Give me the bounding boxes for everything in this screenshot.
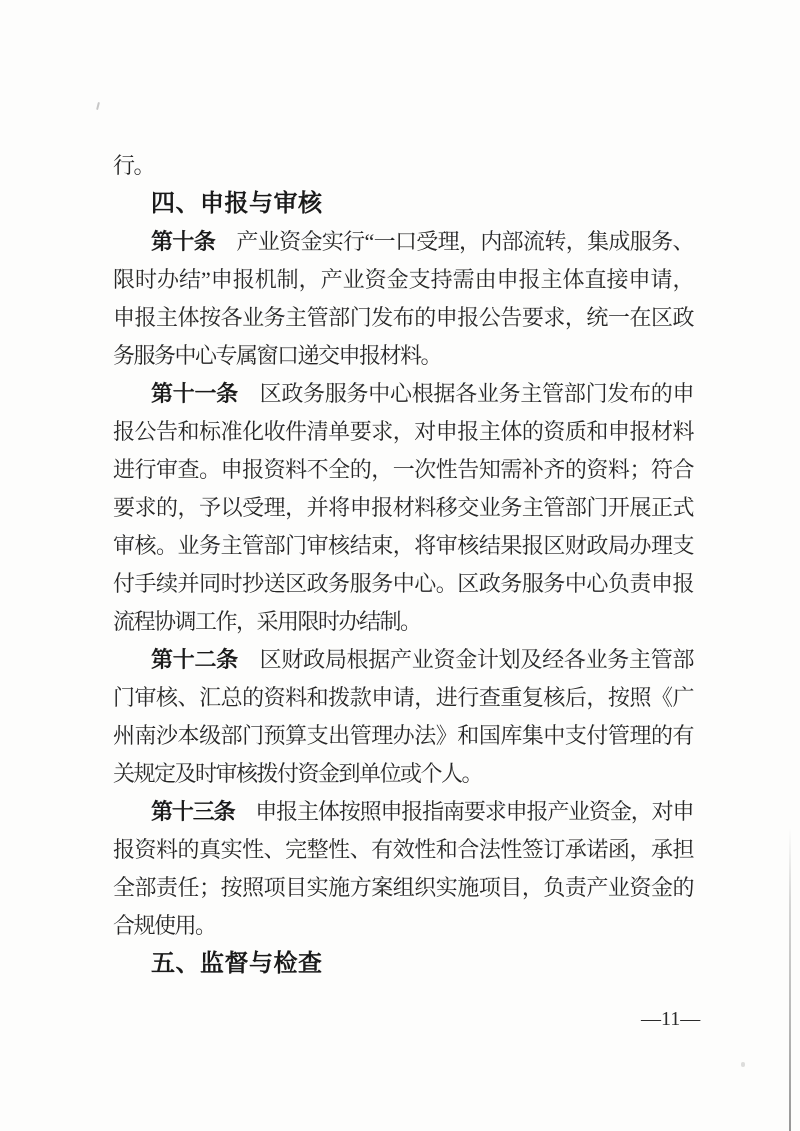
document-line: 报资料的真实性、完整性、有效性和合法性签订承诺函，承担 [113, 837, 693, 862]
document-line: 全部责任；按照项目实施方案组织实施项目，负责产业资金的 [113, 875, 693, 900]
section-heading: 五、监督与检查 [151, 950, 323, 977]
document-line: 行。 [113, 153, 155, 178]
document-line: 关规定及时审核拨付资金到单位或个人。 [113, 761, 483, 786]
document-line [113, 793, 693, 831]
document-line: 务服务中心专属窗口递交申报材料。 [113, 343, 442, 368]
document-line: 报公告和标准化收件清单要求，对申报主体的资质和申报材料 [113, 419, 693, 444]
section-heading: 四、申报与审核 [151, 190, 323, 217]
scan-artifact-speck [96, 102, 100, 110]
document-line: 合规使用。 [113, 913, 216, 938]
scan-artifact-speck [741, 1062, 745, 1067]
scan-edge-line [789, 828, 791, 1131]
document-line [113, 375, 693, 413]
document-line: 限时办结”申报机制，产业资金支持需由申报主体直接申请， [113, 267, 693, 292]
document-body [113, 147, 693, 983]
clause-number: 第十一条 [151, 381, 238, 406]
clause-text: 申报主体按照申报指南要求申报产业资金，对申 [234, 799, 693, 824]
document-line: 要求的，予以受理，并将申报材料移交业务主管部门开展正式 [113, 495, 693, 520]
document-line: 申报主体按各业务主管部门发布的申报公告要求，统一在区政 [113, 305, 693, 330]
page-number: —11— [641, 1008, 701, 1030]
document-line: 流程协调工作，采用限时办结制。 [113, 609, 421, 634]
document-line: 门审核、汇总的资料和拨款申请，进行查重复核后，按照《广 [113, 685, 693, 710]
clause-number: 第十二条 [151, 647, 238, 672]
clause-number: 第十三条 [151, 799, 235, 824]
clause-number: 第十条 [151, 229, 216, 254]
document-line [113, 223, 693, 261]
document-line [113, 641, 693, 679]
clause-text: 区财政局根据产业资金计划及经各业务主管部 [237, 647, 693, 672]
document-line: 州南沙本级部门预算支出管理办法》和国库集中支付管理的有 [113, 723, 693, 748]
clause-text: 产业资金实行“一口受理，内部流转，集成服务、 [215, 229, 693, 254]
clause-text: 区政务服务中心根据各业务主管部门发布的申 [237, 381, 693, 406]
document-line: 审核。业务主管部门审核结束，将审核结果报区财政局办理支 [113, 533, 693, 558]
document-line: 进行审查。申报资料不全的，一次性告知需补齐的资料；符合 [113, 457, 693, 482]
document-line: 付手续并同时抄送区政务服务中心。区政务服务中心负责申报 [113, 571, 693, 596]
